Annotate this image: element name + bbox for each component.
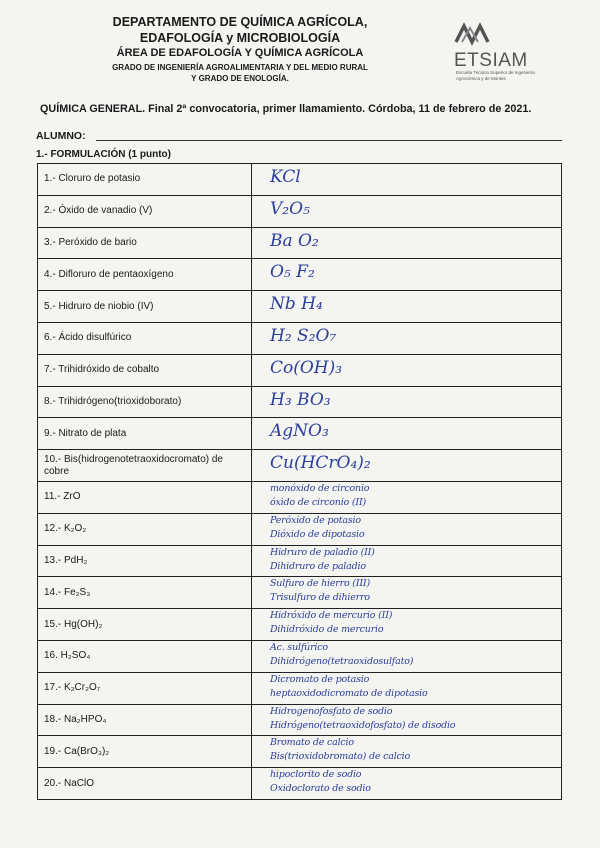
answer-cell — [252, 387, 561, 418]
table-row — [38, 768, 561, 800]
handwritten-answer-line-1: Hidrogenofosfato de sodio — [270, 705, 393, 717]
student-label: ALUMNO: — [36, 130, 86, 142]
handwritten-answer: Cu(HCrO₄)₂ — [270, 453, 371, 474]
logo-subtitle: Escuela Técnica Superior de Ingeniería Agronómica y de Montes — [456, 70, 535, 81]
answer-cell — [252, 736, 561, 767]
handwritten-answer: Ba O₂ — [270, 230, 319, 251]
table-row — [38, 164, 561, 196]
table-row — [38, 196, 561, 228]
answer-cell — [252, 546, 561, 577]
question-cell: 16. H₂SO₄ — [38, 641, 252, 672]
question-cell: 13.- PdH₂ — [38, 546, 252, 577]
handwritten-answer: V₂O₅ — [270, 198, 310, 219]
answer-cell — [252, 705, 561, 736]
handwritten-answer-line-1: Hidróxido de mercurio (II) — [270, 610, 393, 622]
handwritten-answer-line-2: Dióxido de dipotasio — [270, 528, 365, 540]
answer-cell — [252, 196, 561, 227]
table-row — [38, 228, 561, 260]
table-row — [38, 323, 561, 355]
handwritten-answer: Co(OH)₃ — [270, 357, 343, 378]
handwritten-answer-line-2: Hidrógeno(tetraoxidofosfato) de disodio — [270, 719, 456, 731]
handwritten-answer-line-2: heptaoxidodicromato de dipotasio — [270, 687, 428, 699]
table-row — [38, 673, 561, 705]
answer-cell — [252, 514, 561, 545]
question-cell: 12.- K₂O₂ — [38, 514, 252, 545]
question-cell: 5.- Hidruro de niobio (IV) — [38, 291, 252, 322]
question-cell: 17.- K₂Cr₂O₇ — [38, 673, 252, 704]
table-row — [38, 259, 561, 291]
handwritten-answer-line-1: monóxido de circonio — [270, 482, 370, 494]
answer-cell — [252, 291, 561, 322]
table-row — [38, 736, 561, 768]
table-row — [38, 387, 561, 419]
handwritten-answer-line-2: Oxidoclorato de sodio — [270, 783, 371, 795]
answer-cell — [252, 450, 561, 481]
handwritten-answer-line-1: Dicromato de potasio — [270, 673, 370, 685]
handwritten-answer-line-2: Dihidróxido de mercurio — [270, 624, 384, 636]
handwritten-answer-line-2: Bis(trioxidobromato) de calcio — [270, 751, 411, 763]
section-title: 1.- FORMULACIÓN (1 punto) — [36, 149, 171, 160]
student-name-line — [96, 140, 562, 141]
answer-cell — [252, 609, 561, 640]
header-line-4: GRADO DE INGENIERÍA AGROALIMENTARIA Y DEL MEDIO RURAL — [112, 63, 368, 72]
handwritten-answer: H₃ BO₃ — [270, 389, 331, 410]
question-cell: 3.- Peróxido de bario — [38, 228, 252, 259]
question-cell: 8.- Trihidrógeno(trioxidoborato) — [38, 387, 252, 418]
table-row — [38, 291, 561, 323]
answer-cell — [252, 641, 561, 672]
handwritten-answer-line-2: Dihidrógeno(tetraoxidosulfato) — [270, 655, 414, 667]
table-row — [38, 514, 561, 546]
answer-cell — [252, 164, 561, 195]
table-row — [38, 355, 561, 387]
question-cell: 18.- Na₂HPO₄ — [38, 705, 252, 736]
question-cell: 4.- Difloruro de pentaoxígeno — [38, 259, 252, 290]
handwritten-answer: KCl — [270, 167, 301, 187]
handwritten-answer-line-2: Trisulfuro de dihierro — [270, 592, 370, 604]
table-row — [38, 641, 561, 673]
question-cell: 19.- Ca(BrO₃)₂ — [38, 736, 252, 767]
handwritten-answer-line-2: Dihidruro de paladio — [270, 560, 366, 572]
table-row — [38, 450, 561, 482]
header-line-1: DEPARTAMENTO DE QUÍMICA AGRÍCOLA, — [112, 15, 368, 29]
handwritten-answer-line-1: Hidruro de paladio (II) — [270, 546, 375, 558]
answer-cell — [252, 673, 561, 704]
answer-cell — [252, 228, 561, 259]
question-cell: 10.- Bis(hidrogenotetraoxidocromato) de cobre — [38, 450, 252, 481]
logo-name: ETSIAM — [454, 50, 528, 71]
header-line-5: Y GRADO DE ENOLOGÍA. — [191, 74, 289, 83]
handwritten-answer-line-1: Peróxido de potasio — [270, 514, 361, 526]
formulation-table — [37, 163, 562, 800]
question-cell: 7.- Trihidróxido de cobalto — [38, 355, 252, 386]
table-row — [38, 577, 561, 609]
exam-title: QUÍMICA GENERAL. Final 2ª convocatoria, primer llamamiento. Córdoba, 11 de febrero de 2021. — [40, 103, 532, 115]
table-row — [38, 482, 561, 514]
answer-cell — [252, 323, 561, 354]
handwritten-answer-line-1: hipoclorito de sodio — [270, 769, 362, 781]
table-row — [38, 705, 561, 737]
header-line-3: ÁREA DE EDAFOLOGÍA Y QUÍMICA AGRÍCOLA — [116, 47, 364, 59]
handwritten-answer: AgNO₃ — [270, 421, 329, 442]
question-cell: 1.- Cloruro de potasio — [38, 164, 252, 195]
question-cell: 15.- Hg(OH)₂ — [38, 609, 252, 640]
handwritten-answer: H₂ S₂O₇ — [270, 325, 337, 346]
answer-cell — [252, 355, 561, 386]
handwritten-answer-line-1: Sulfuro de hierro (III) — [270, 578, 370, 590]
department-header — [70, 14, 410, 84]
header-line-2: EDAFOLOGÍA y MICROBIOLOGÍA — [139, 31, 341, 45]
answer-cell — [252, 577, 561, 608]
question-cell: 9.- Nitrato de plata — [38, 418, 252, 449]
handwritten-answer-line-2: óxido de circonio (II) — [270, 496, 367, 508]
answer-cell — [252, 482, 561, 513]
question-cell: 2.- Óxido de vanadio (V) — [38, 196, 252, 227]
handwritten-answer-line-1: Ac. sulfúrico — [270, 641, 328, 653]
table-row — [38, 546, 561, 578]
table-row — [38, 418, 561, 450]
handwritten-answer-line-1: Bromato de calcio — [270, 737, 354, 749]
question-cell: 20.- NaClO — [38, 768, 252, 799]
question-cell: 14.- Fe₂S₃ — [38, 577, 252, 608]
answer-cell — [252, 259, 561, 290]
question-cell: 6.- Ácido disulfúrico — [38, 323, 252, 354]
question-cell: 11.- ZrO — [38, 482, 252, 513]
answer-cell — [252, 768, 561, 799]
table-row — [38, 609, 561, 641]
answer-cell — [252, 418, 561, 449]
handwritten-answer: O₅ F₂ — [270, 262, 315, 283]
handwritten-answer: Nb H₄ — [270, 294, 323, 315]
